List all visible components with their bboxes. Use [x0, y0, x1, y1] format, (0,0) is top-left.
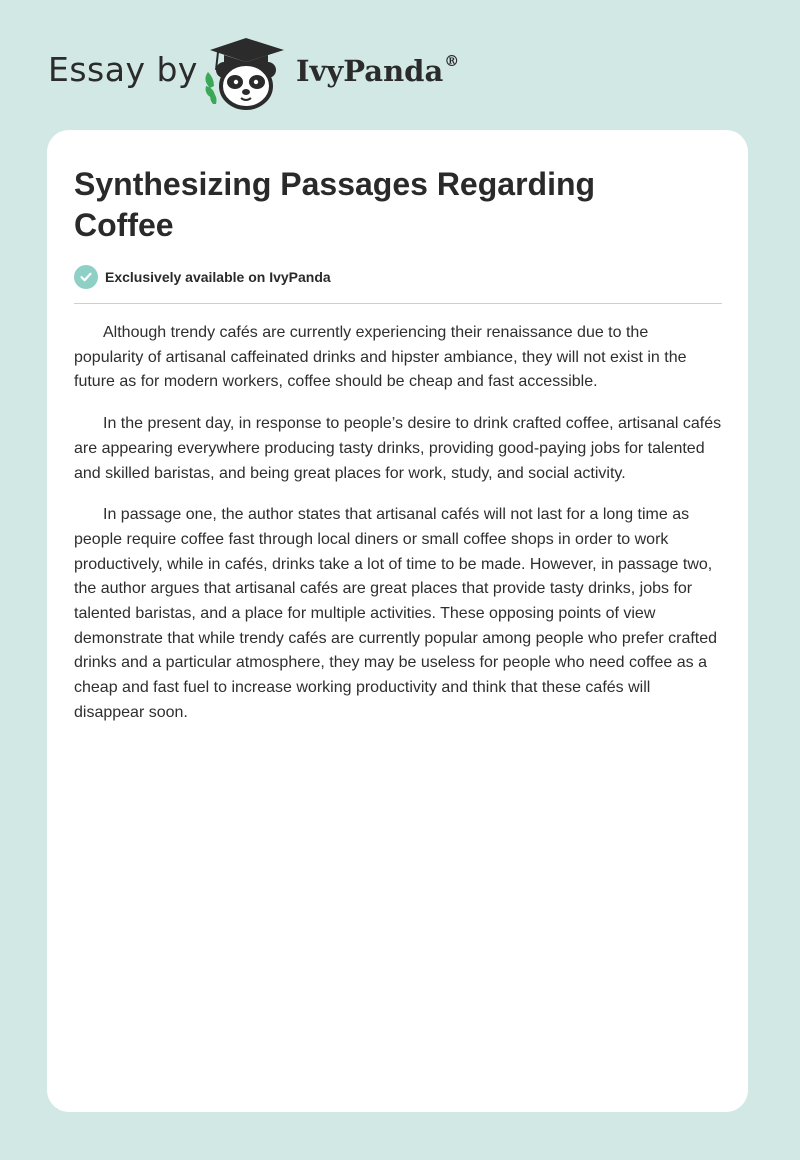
- essay-card: [47, 130, 748, 1112]
- essay-paragraph: Although trendy cafés are currently experiencing their renaissance due to the popularity of artisanal caffeinated drinks and hipster ambiance, they will not exist in the future as for modern workers, coffee should be cheap and fast accessible.: [74, 324, 687, 391]
- essay-paragraph: In the present day, in response to people’s desire to drink crafted coffee, artisanal cafés are appearing everywhere producing tasty drinks, providing good-paying jobs for talented and skilled baristas, and being great places for work, study, and social activity.: [74, 415, 722, 482]
- site-header: [0, 0, 800, 130]
- panda-graduate-icon: [200, 36, 292, 110]
- brand-name-text: IvyPanda: [296, 54, 444, 88]
- essay-title: Synthesizing Passages Regarding Coffee: [74, 166, 596, 243]
- check-circle-icon: [74, 265, 98, 289]
- exclusive-badge-label: Exclusively available on IvyPanda: [105, 269, 331, 285]
- essay-by-label: Essay by: [48, 50, 198, 89]
- exclusive-badge: [74, 264, 331, 290]
- essay-body: [74, 321, 722, 743]
- title-divider: [74, 303, 722, 304]
- registered-mark: ®: [444, 52, 460, 70]
- brand-name: [296, 54, 459, 88]
- essay-paragraph: In passage one, the author states that artisanal cafés will not last for a long time as people require coffee fast through local diners or small coffee shops in order to work productively, while in cafés, drinks take a lot of time to be made. However, in passage two, the author argues that artisanal cafés are great places that provide tasty drinks, jobs for talented baristas, and a place for multiple activities. These opposing points of view demonstrate that while trendy cafés are currently popular among people who prefer crafted drinks and a particular atmosphere, they may be useless for people who need coffee as a cheap and fast fuel to increase working productivity and think that these cafés will disappear soon.: [74, 506, 718, 721]
